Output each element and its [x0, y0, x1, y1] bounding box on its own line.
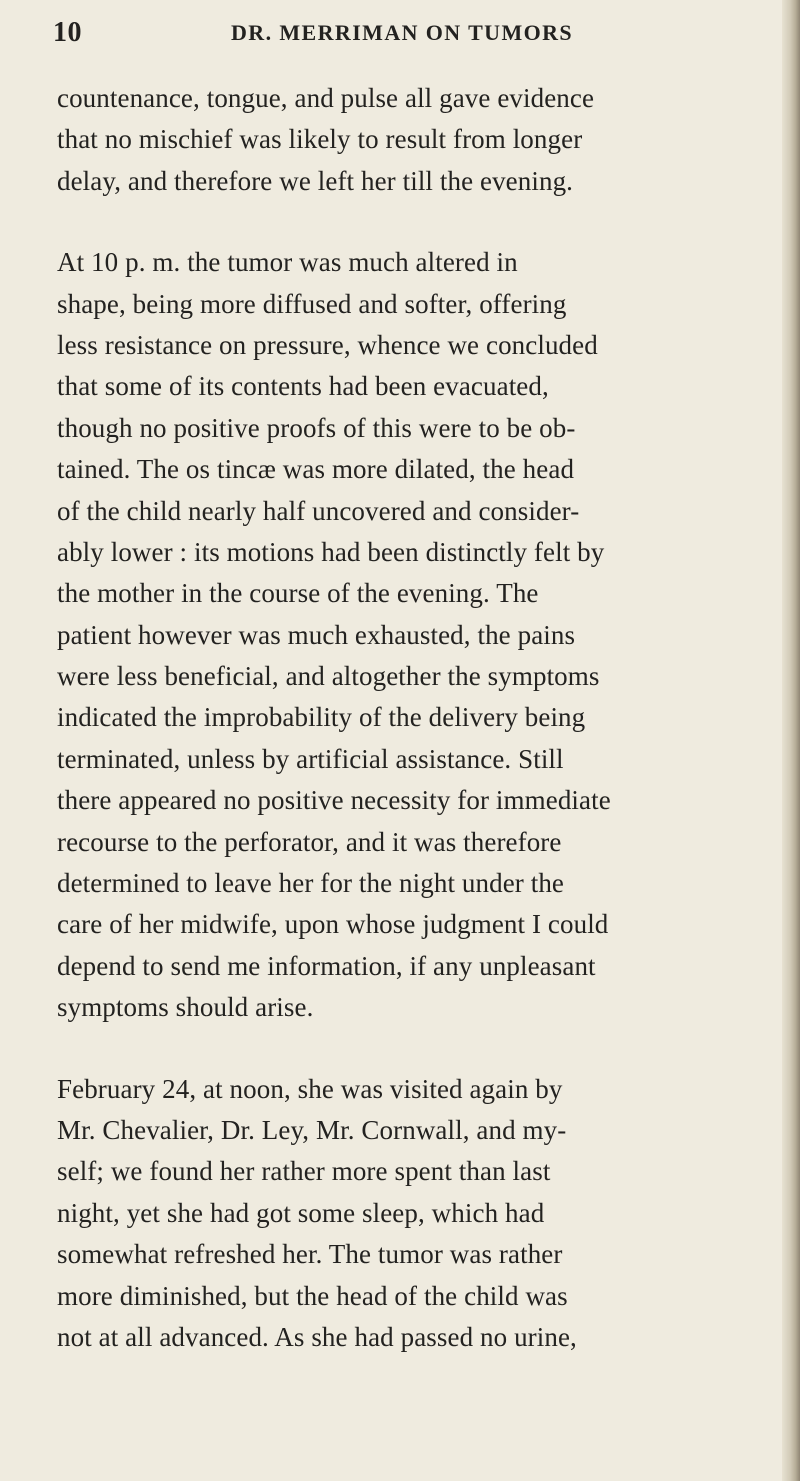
running-title: DR. MERRIMAN ON TUMORS [231, 20, 574, 45]
text-line: somewhat refreshed her. The tumor was rather [57, 1239, 563, 1270]
text-line: care of her midwife, upon whose judgment I could [57, 909, 609, 940]
text-line: not at all advanced. As she had passed no urine, [57, 1321, 577, 1352]
text-line: there appeared no positive necessity for immediate [57, 785, 611, 816]
text-line: though no positive proofs of this were to be ob- [57, 412, 576, 443]
text-line: night, yet she had got some sleep, which had [57, 1197, 545, 1228]
text-line: recourse to the perforator, and it was therefore [57, 826, 562, 857]
text-line: of the child nearly half uncovered and consider- [57, 495, 580, 526]
text-line: February 24, at noon, she was visited again by [57, 1073, 563, 1104]
paragraph [57, 242, 762, 1028]
running-head [53, 17, 753, 51]
text-line: At 10 p. m. the tumor was much altered in [57, 247, 518, 278]
text-line: Mr. Chevalier, Dr. Ley, Mr. Cornwall, and my- [57, 1114, 567, 1145]
text-line: self; we found her rather more spent than last [57, 1156, 551, 1187]
text-line: terminated, unless by artificial assistance. Still [57, 743, 564, 774]
page-edge-shadow [782, 0, 800, 1481]
text-line: countenance, tongue, and pulse all gave evidence [57, 83, 595, 113]
text-line: the mother in the course of the evening. The [57, 578, 539, 609]
text-line: symptoms should arise. [57, 992, 314, 1023]
paragraph [57, 78, 762, 202]
text-line: less resistance on pressure, whence we concluded [57, 329, 598, 360]
text-line: more diminished, but the head of the child was [57, 1280, 568, 1311]
paragraph-gap [57, 202, 762, 242]
body-text [57, 78, 762, 1358]
text-line: tained. The os tincæ was more dilated, the head [57, 454, 575, 485]
text-line: determined to leave her for the night under the [57, 868, 565, 899]
text-line: indicated the improbability of the delivery being [57, 702, 586, 733]
text-line: that no mischief was likely to result from longer [57, 124, 583, 155]
paragraph [57, 1069, 762, 1359]
text-line: patient however was much exhausted, the pains [57, 619, 576, 650]
text-line: that some of its contents had been evacuated, [57, 371, 549, 402]
text-line: were less beneficial, and altogether the symptoms [57, 661, 600, 692]
text-line: shape, being more diffused and softer, offering [57, 288, 567, 319]
page-number: 10 [53, 17, 82, 48]
paragraph-gap [57, 1029, 762, 1069]
text-line: delay, and therefore we left her till the evening. [57, 165, 574, 196]
text-line: depend to send me information, if any unpleasant [57, 950, 596, 981]
text-line: ably lower : its motions had been distinctly felt by [57, 536, 605, 567]
